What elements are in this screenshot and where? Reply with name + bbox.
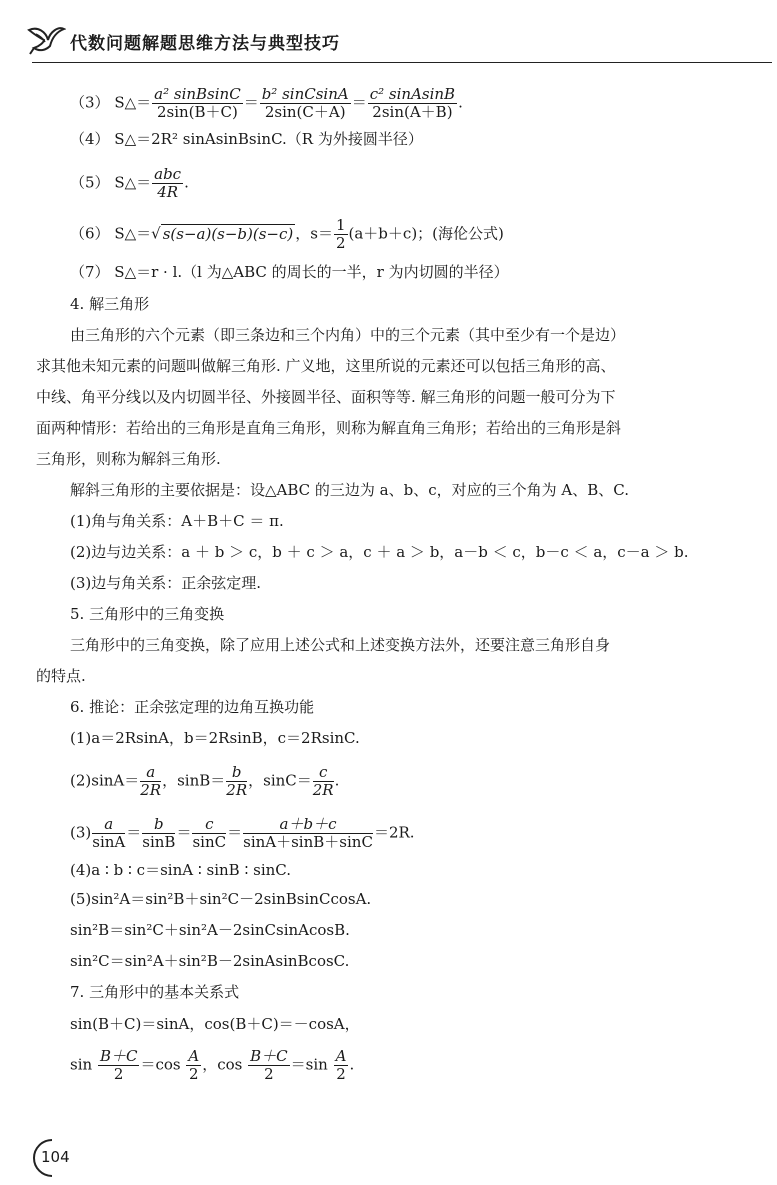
- sec4-para-line-3: 中线、角平分线以及内切圆半径、外接圆半径、面积等等. 解三角形的问题一般可分为下: [36, 388, 616, 406]
- sec4-para-line-4: 面两种情形：若给出的三角形是直角三角形，则称为解直角三角形；若给出的三角形是斜: [36, 419, 622, 437]
- sec6-item-4: (4)a ∶ b ∶ c＝sinA ∶ sinB ∶ sinC.: [70, 861, 291, 879]
- sec6-item-5b: sin²B＝sin²C＋sin²A－2sinCsinAcosB.: [70, 921, 350, 939]
- area-formula-3: （3） S△＝ $\frac{\text{a² sinBsinC}}{2\sin(B+C)}$ ＝ $\frac{\text{b² sinCsinA}}{2\sin(C+A)}$ ＝ $\frac{\text{c² sinAsinB}}{2\sin(A+B)}$ .: [70, 85, 463, 121]
- sec5-para-line-2: 的特点.: [36, 667, 86, 685]
- sec4-para-line-1: 由三角形的六个元素（即三条边和三个内角）中的三个元素（其中至少有一个是边）: [70, 326, 626, 344]
- sec6-item-5: (5)sin²A＝sin²B＋sin²C－2sinBsinCcosA.: [70, 890, 372, 908]
- book-title: 代数问题解题思维方法与典型技巧: [70, 34, 340, 54]
- area-formula-6-heron: （6） S△＝√ s(s−a)(s−b)(s−c) ，s＝ $\frac{1}{2}$ (a＋b＋c)；(海伦公式): [70, 216, 504, 252]
- page-header: [26, 14, 766, 64]
- area-formula-5: （5） S△＝ $\frac{\text{abc}}{4R}$ .: [70, 165, 189, 201]
- area-formula-7: （7） S△＝r · l.（l 为△ABC 的周长的一半，r 为内切圆的半径）: [70, 263, 509, 281]
- sec5-para-line-1: 三角形中的三角变换，除了应用上述公式和上述变换方法外，还要注意三角形自身: [70, 636, 611, 654]
- sec4-para-2: 解斜三角形的主要依据是：设△ABC 的三边为 a、b、c，对应的三个角为 A、B、C.: [70, 481, 629, 499]
- section-6-heading: 6. 推论：正余弦定理的边角互换功能: [70, 698, 315, 716]
- header-rule: [32, 62, 772, 63]
- sec6-item-3: (3) $\frac{a}{\sin A}$ ＝ $\frac{b}{\sin B}$ ＝ $\frac{c}{\sin C}$ ＝ $\frac{a+b+c}{\sin A+\sin B+\sin C}$ ＝2R.: [70, 815, 415, 851]
- sec4-para-line-5: 三角形，则称为解斜三角形.: [36, 450, 221, 468]
- area-formula-4: （4） S△＝2R² sinAsinBsinC.（R 为外接圆半径）: [70, 130, 423, 148]
- sec7-line-2: sin $\frac{B+C}{2}$ ＝cos $\frac{A}{2}$ ，cos $\frac{B+C}{2}$ ＝sin $\frac{A}{2}$ .: [70, 1047, 355, 1083]
- sec6-item-1: (1)a＝2RsinA，b＝2RsinB，c＝2RsinC.: [70, 729, 360, 747]
- sec6-item-2: (2)sinA＝ $\frac{a}{2R}$ ，sinB＝ $\frac{b}{2R}$ ，sinC＝ $\frac{c}{2R}$ .: [70, 763, 340, 799]
- section-7-heading: 7. 三角形中的基本关系式: [70, 983, 240, 1001]
- page-number: 104: [28, 1138, 78, 1178]
- sec6-item-5c: sin²C＝sin²A＋sin²B－2sinAsinBcosC.: [70, 952, 350, 970]
- sec4-item-2: (2)边与边关系：a ＋ b ＞ c，b ＋ c ＞ a，c ＋ a ＞ b，a－b ＜ c，b－c ＜ a，c－a ＞ b.: [70, 543, 689, 561]
- section-5-heading: 5. 三角形中的三角变换: [70, 605, 225, 623]
- sec4-para-line-2: 求其他未知元素的问题叫做解三角形. 广义地，这里所说的元素还可以包括三角形的高、: [36, 357, 616, 375]
- sec7-line-1: sin(B＋C)＝sinA，cos(B＋C)＝－cosA，: [70, 1015, 360, 1033]
- sec4-item-3: (3)边与角关系：正余弦定理.: [70, 574, 262, 592]
- sec4-item-1: (1)角与角关系：A＋B＋C ＝ π.: [70, 512, 284, 530]
- section-4-heading: 4. 解三角形: [70, 295, 150, 313]
- bird-logo-icon: [26, 20, 66, 60]
